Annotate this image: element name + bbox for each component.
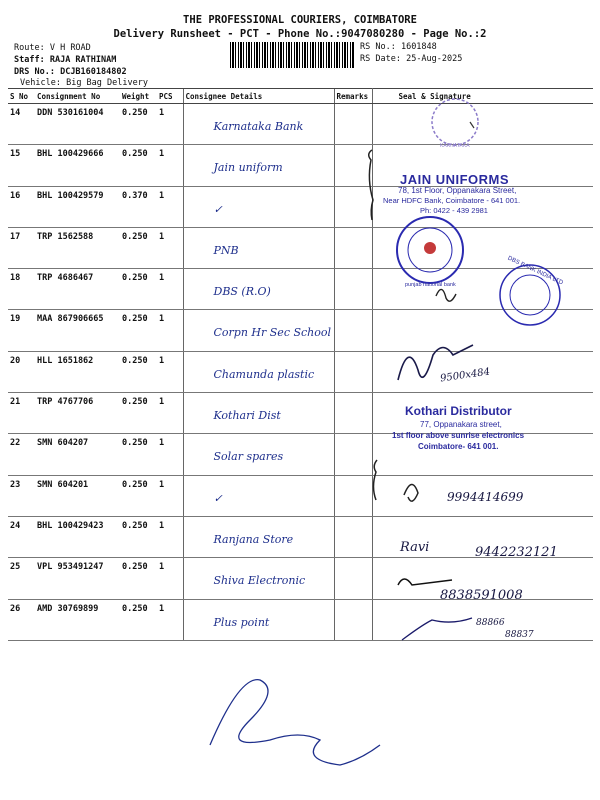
runsheet-subtitle: Delivery Runsheet - PCT - Phone No.:9047080280 - Page No.:2 <box>113 28 487 40</box>
row-consignment: MAA 867906665 <box>35 310 120 351</box>
row-consignee-details <box>183 227 334 268</box>
kothari-stamp-line2: 1st floor above sunrise electronics <box>392 431 525 440</box>
kothari-stamp-title: Kothari Distributor <box>405 404 512 418</box>
sig-phone-23: 9994414699 <box>447 490 524 504</box>
row-consignee-details <box>183 104 334 145</box>
row-pcs: 1 <box>157 393 183 434</box>
row-remarks <box>334 475 372 516</box>
row-consignee-details <box>183 351 334 392</box>
row-pcs: 1 <box>157 269 183 310</box>
row-remarks <box>334 310 372 351</box>
staff-value: RAJA RATHINAM <box>49 55 117 65</box>
row-handwritten-name: DBS (R.O) <box>213 285 271 299</box>
row-remarks <box>334 227 372 268</box>
row-consignment: TRP 4767706 <box>35 393 120 434</box>
rs-no-value: 1601848 <box>400 42 437 52</box>
row-consignment: SMN 604207 <box>35 434 120 475</box>
row-remarks <box>334 186 372 227</box>
row-weight: 0.250 <box>120 475 157 516</box>
row-remarks <box>334 351 372 392</box>
row-sno: 26 <box>8 599 35 640</box>
row-seal <box>372 269 593 310</box>
jain-stamp-line3: Ph: 0422 - 439 2981 <box>420 206 488 215</box>
col-details: Consignee Details <box>183 89 334 104</box>
row-consignee-details <box>183 475 334 516</box>
row-sno: 24 <box>8 516 35 557</box>
col-seal: Seal & Signature <box>372 89 593 104</box>
table-row <box>8 310 593 351</box>
pnb-stamp-text: punjab national bank <box>405 282 456 288</box>
row-sno: 25 <box>8 558 35 599</box>
row-seal <box>372 310 593 351</box>
row-consignment: TRP 1562588 <box>35 227 120 268</box>
row-pcs: 1 <box>157 104 183 145</box>
row-pcs: 1 <box>157 227 183 268</box>
col-weight: Weight <box>120 89 157 104</box>
row-sno: 20 <box>8 351 35 392</box>
rs-date-value: 25-Aug-2025 <box>406 54 463 64</box>
row-weight: 0.250 <box>120 516 157 557</box>
row-handwritten-name: Ranjana Store <box>213 532 294 546</box>
vehicle-line: Vehicle: Big Bag Delivery <box>20 78 148 88</box>
row-consignee-details <box>183 516 334 557</box>
row-consignee-details <box>183 145 334 186</box>
kothari-stamp-line1: 77, Oppanakara street, <box>420 420 502 429</box>
kothari-stamp-line3: Coimbatore- 641 001. <box>418 442 499 451</box>
sig-phone-24: 9442232121 <box>475 545 558 560</box>
row-handwritten-name: ✓ <box>213 491 223 505</box>
row-weight: 0.250 <box>120 227 157 268</box>
sig-phone-25: 8838591008 <box>440 588 523 603</box>
jain-stamp-line1: 78, 1st Floor, Oppanakara Street, <box>398 186 517 195</box>
row-handwritten-name: Plus point <box>213 615 270 629</box>
vehicle-value: Big Bag Delivery <box>66 78 148 88</box>
sig-phone-26a: 88866 <box>476 618 505 628</box>
col-sno: S No <box>8 89 35 104</box>
row-weight: 0.250 <box>120 393 157 434</box>
row-consignment: HLL 1651862 <box>35 351 120 392</box>
row-consignment: VPL 953491247 <box>35 558 120 599</box>
row-consignment: BHL 100429423 <box>35 516 120 557</box>
row-pcs: 1 <box>157 351 183 392</box>
table-header-row <box>8 89 593 104</box>
bottom-scribble <box>210 680 380 765</box>
row-consignee-details <box>183 434 334 475</box>
drs-value: DCJB160184802 <box>60 67 127 77</box>
rs-date-line: RS Date: 25-Aug-2025 <box>360 54 463 64</box>
drs-line: DRS No.: DCJB160184802 <box>14 67 127 77</box>
row-pcs: 1 <box>157 558 183 599</box>
row-handwritten-name: Chamunda plastic <box>213 367 315 381</box>
row-seal <box>372 227 593 268</box>
col-remarks: Remarks <box>334 89 372 104</box>
row-weight: 0.250 <box>120 145 157 186</box>
row-consignment: BHL 100429666 <box>35 145 120 186</box>
row-consignment: DDN 530161004 <box>35 104 120 145</box>
row-sno: 21 <box>8 393 35 434</box>
col-consignment: Consignment No <box>35 89 120 104</box>
staff-line: Staff: RAJA RATHINAM <box>14 55 117 65</box>
row-sno: 14 <box>8 104 35 145</box>
sig-phone-20: 9500x484 <box>439 366 491 385</box>
row-remarks <box>334 393 372 434</box>
row-handwritten-name: Kothari Dist <box>213 409 281 423</box>
row-pcs: 1 <box>157 145 183 186</box>
rs-no-line: RS No.: 1601848 <box>360 42 437 52</box>
row-consignment: TRP 4686467 <box>35 269 120 310</box>
row-handwritten-name: Solar spares <box>213 450 284 464</box>
row-remarks <box>334 269 372 310</box>
row-weight: 0.250 <box>120 269 157 310</box>
barcode <box>230 42 354 68</box>
row-consignment: BHL 100429579 <box>35 186 120 227</box>
row-consignment: AMD 30769899 <box>35 599 120 640</box>
row-handwritten-name: ✓ <box>213 202 223 216</box>
row-remarks <box>334 104 372 145</box>
row-weight: 0.250 <box>120 599 157 640</box>
row-pcs: 1 <box>157 434 183 475</box>
row-consignee-details <box>183 558 334 599</box>
row-seal <box>372 434 593 475</box>
row-weight: 0.250 <box>120 558 157 599</box>
row-consignee-details <box>183 269 334 310</box>
row-consignee-details <box>183 599 334 640</box>
jain-stamp-title: JAIN UNIFORMS <box>400 172 510 187</box>
row-weight: 0.250 <box>120 351 157 392</box>
row-pcs: 1 <box>157 186 183 227</box>
row-weight: 0.250 <box>120 104 157 145</box>
row-remarks <box>334 599 372 640</box>
row-handwritten-name: Jain uniform <box>213 161 283 175</box>
row-sno: 18 <box>8 269 35 310</box>
row-seal <box>372 104 593 145</box>
row-handwritten-name: Karnataka Bank <box>213 120 304 133</box>
jain-stamp-line2: Near HDFC Bank, Coimbatore - 641 001. <box>383 196 521 205</box>
row-consignee-details <box>183 310 334 351</box>
row-handwritten-name: Corpn Hr Sec School <box>213 326 332 340</box>
sig-name-24: Ravi <box>400 540 430 555</box>
row-pcs: 1 <box>157 599 183 640</box>
row-remarks <box>334 516 372 557</box>
table-row <box>8 269 593 310</box>
row-sno: 22 <box>8 434 35 475</box>
table-row <box>8 351 593 392</box>
row-pcs: 1 <box>157 310 183 351</box>
table-row <box>8 434 593 475</box>
row-sno: 19 <box>8 310 35 351</box>
row-weight: 0.370 <box>120 186 157 227</box>
row-pcs: 1 <box>157 516 183 557</box>
row-sno: 23 <box>8 475 35 516</box>
row-weight: 0.250 <box>120 434 157 475</box>
row-sno: 17 <box>8 227 35 268</box>
row-sno: 15 <box>8 145 35 186</box>
row-remarks <box>334 558 372 599</box>
sig-phone-26b: 88837 <box>505 630 534 640</box>
dbs-stamp-text: DBS BANK INDIA LTD <box>506 255 564 287</box>
table-row <box>8 227 593 268</box>
row-consignment: SMN 604201 <box>35 475 120 516</box>
company-title: THE PROFESSIONAL COURIERS, COIMBATORE <box>183 14 417 26</box>
row-remarks <box>334 145 372 186</box>
col-pcs: PCS <box>157 89 183 104</box>
karnataka-stamp-text: KARNATAKA <box>440 143 470 149</box>
row-consignee-details <box>183 393 334 434</box>
table-row <box>8 104 593 145</box>
row-remarks <box>334 434 372 475</box>
row-handwritten-name: Shiva Electronic <box>213 574 306 588</box>
row-handwritten-name: PNB <box>213 243 239 257</box>
row-consignee-details <box>183 186 334 227</box>
route-line: Route: V H ROAD <box>14 43 91 53</box>
row-pcs: 1 <box>157 475 183 516</box>
row-weight: 0.250 <box>120 310 157 351</box>
route-value: V H ROAD <box>49 43 91 53</box>
row-sno: 16 <box>8 186 35 227</box>
